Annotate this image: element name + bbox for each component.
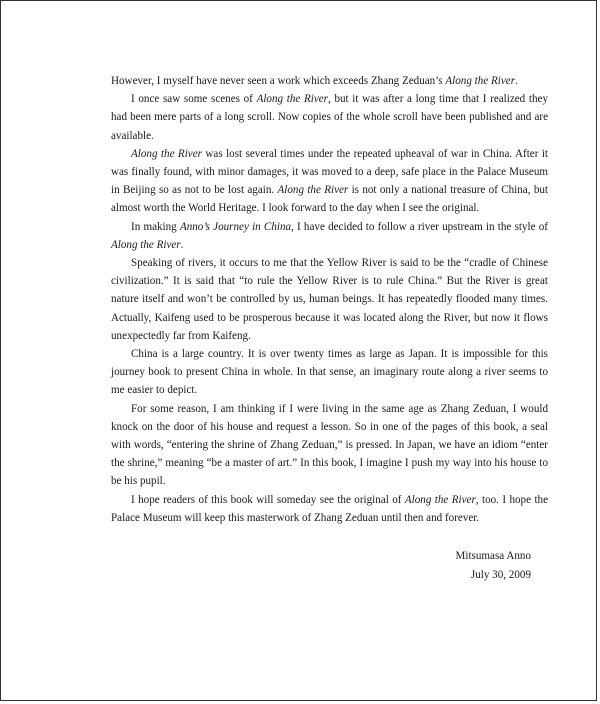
paragraph-text: In making bbox=[131, 220, 180, 233]
book-title-text: Along the River bbox=[131, 147, 202, 160]
paragraph-text: However, I myself have never seen a work which exceeds Zhang Zeduan’s bbox=[111, 75, 446, 87]
book-title-text: Along the River bbox=[256, 93, 328, 106]
paragraph-text: , too. I hope the Palace Museum will keep this masterwork of Zhang Zeduan until then and forever. bbox=[111, 493, 548, 524]
paragraph bbox=[111, 491, 548, 527]
paragraph bbox=[111, 145, 548, 218]
paragraph-text: . bbox=[180, 238, 184, 251]
paragraph-text: , but it was after a long time that I realized they had been mere parts of a long scroll. Now copies of the whole scroll have been published and are available. bbox=[111, 93, 549, 142]
paragraph-text: For some reason, I am thinking if I were living in the same age as Zhang Zeduan, I would knock on the door of his house and request a lesson. So in one of the pages of this book, a seal with words, “entering the shrine of Zhang Zeduan,” is pressed. In Japan, we have an idiom “enter the shrine,” meaning “be a master of art.” In this book, I imagine I push my way into his house to be his pupil. bbox=[111, 402, 548, 488]
book-title-text: Along the River bbox=[111, 238, 181, 251]
paragraph-text: is not only a national treasure of China, but almost worth the World Heritage. I look forward to the day when I see the original. bbox=[111, 184, 548, 215]
paragraph-text: , I have decided to follow a river upstream in the style of bbox=[291, 220, 548, 233]
signature-block bbox=[456, 547, 532, 585]
author-name: Mitsumasa Anno bbox=[455, 550, 531, 562]
paragraph bbox=[111, 90, 548, 145]
paragraph-text: . bbox=[515, 75, 518, 87]
paragraph-text: I hope readers of this book will someday see the original of bbox=[131, 493, 405, 506]
paragraph bbox=[111, 254, 548, 345]
book-title-text: Along the River bbox=[404, 493, 476, 506]
book-title-text: Along the River bbox=[445, 75, 516, 87]
paragraph bbox=[111, 72, 548, 90]
book-title-text: Along the River bbox=[277, 184, 349, 197]
paragraph bbox=[111, 345, 548, 400]
paragraph bbox=[111, 218, 548, 254]
paragraph-text: Speaking of rivers, it occurs to me that the Yellow River is said to be the “cradle of Chinese civilization.” It is said that “to rule the Yellow River is to rule China.” But the River is great nature itself and won’t be controlled by us, human beings. It has repeatedly flooded many times. Actually, Kaifeng used to be prosperous because it was located along the River, but now it flows unexpectedly far from Kaifeng. bbox=[111, 257, 548, 342]
paragraph-text: China is a large country. It is over twenty times as large as Japan. It is impossible for this journey book to present China in whole. In that sense, an imaginary route along a river seems to me easier to depict. bbox=[111, 348, 548, 397]
afterword-text bbox=[111, 72, 548, 527]
signature-date: July 30, 2009 bbox=[470, 569, 531, 581]
paragraph bbox=[111, 400, 548, 491]
paragraph-text: was lost several times under the repeated upheaval of war in China. After it was finally found, with minor damages, it was moved to a deep, safe place in the Palace Museum in Beijing so as not to be lost again. bbox=[111, 147, 548, 197]
book-title-text: Anno’s Journey in China bbox=[179, 220, 292, 233]
paragraph-text: I once saw some scenes of bbox=[131, 93, 257, 106]
